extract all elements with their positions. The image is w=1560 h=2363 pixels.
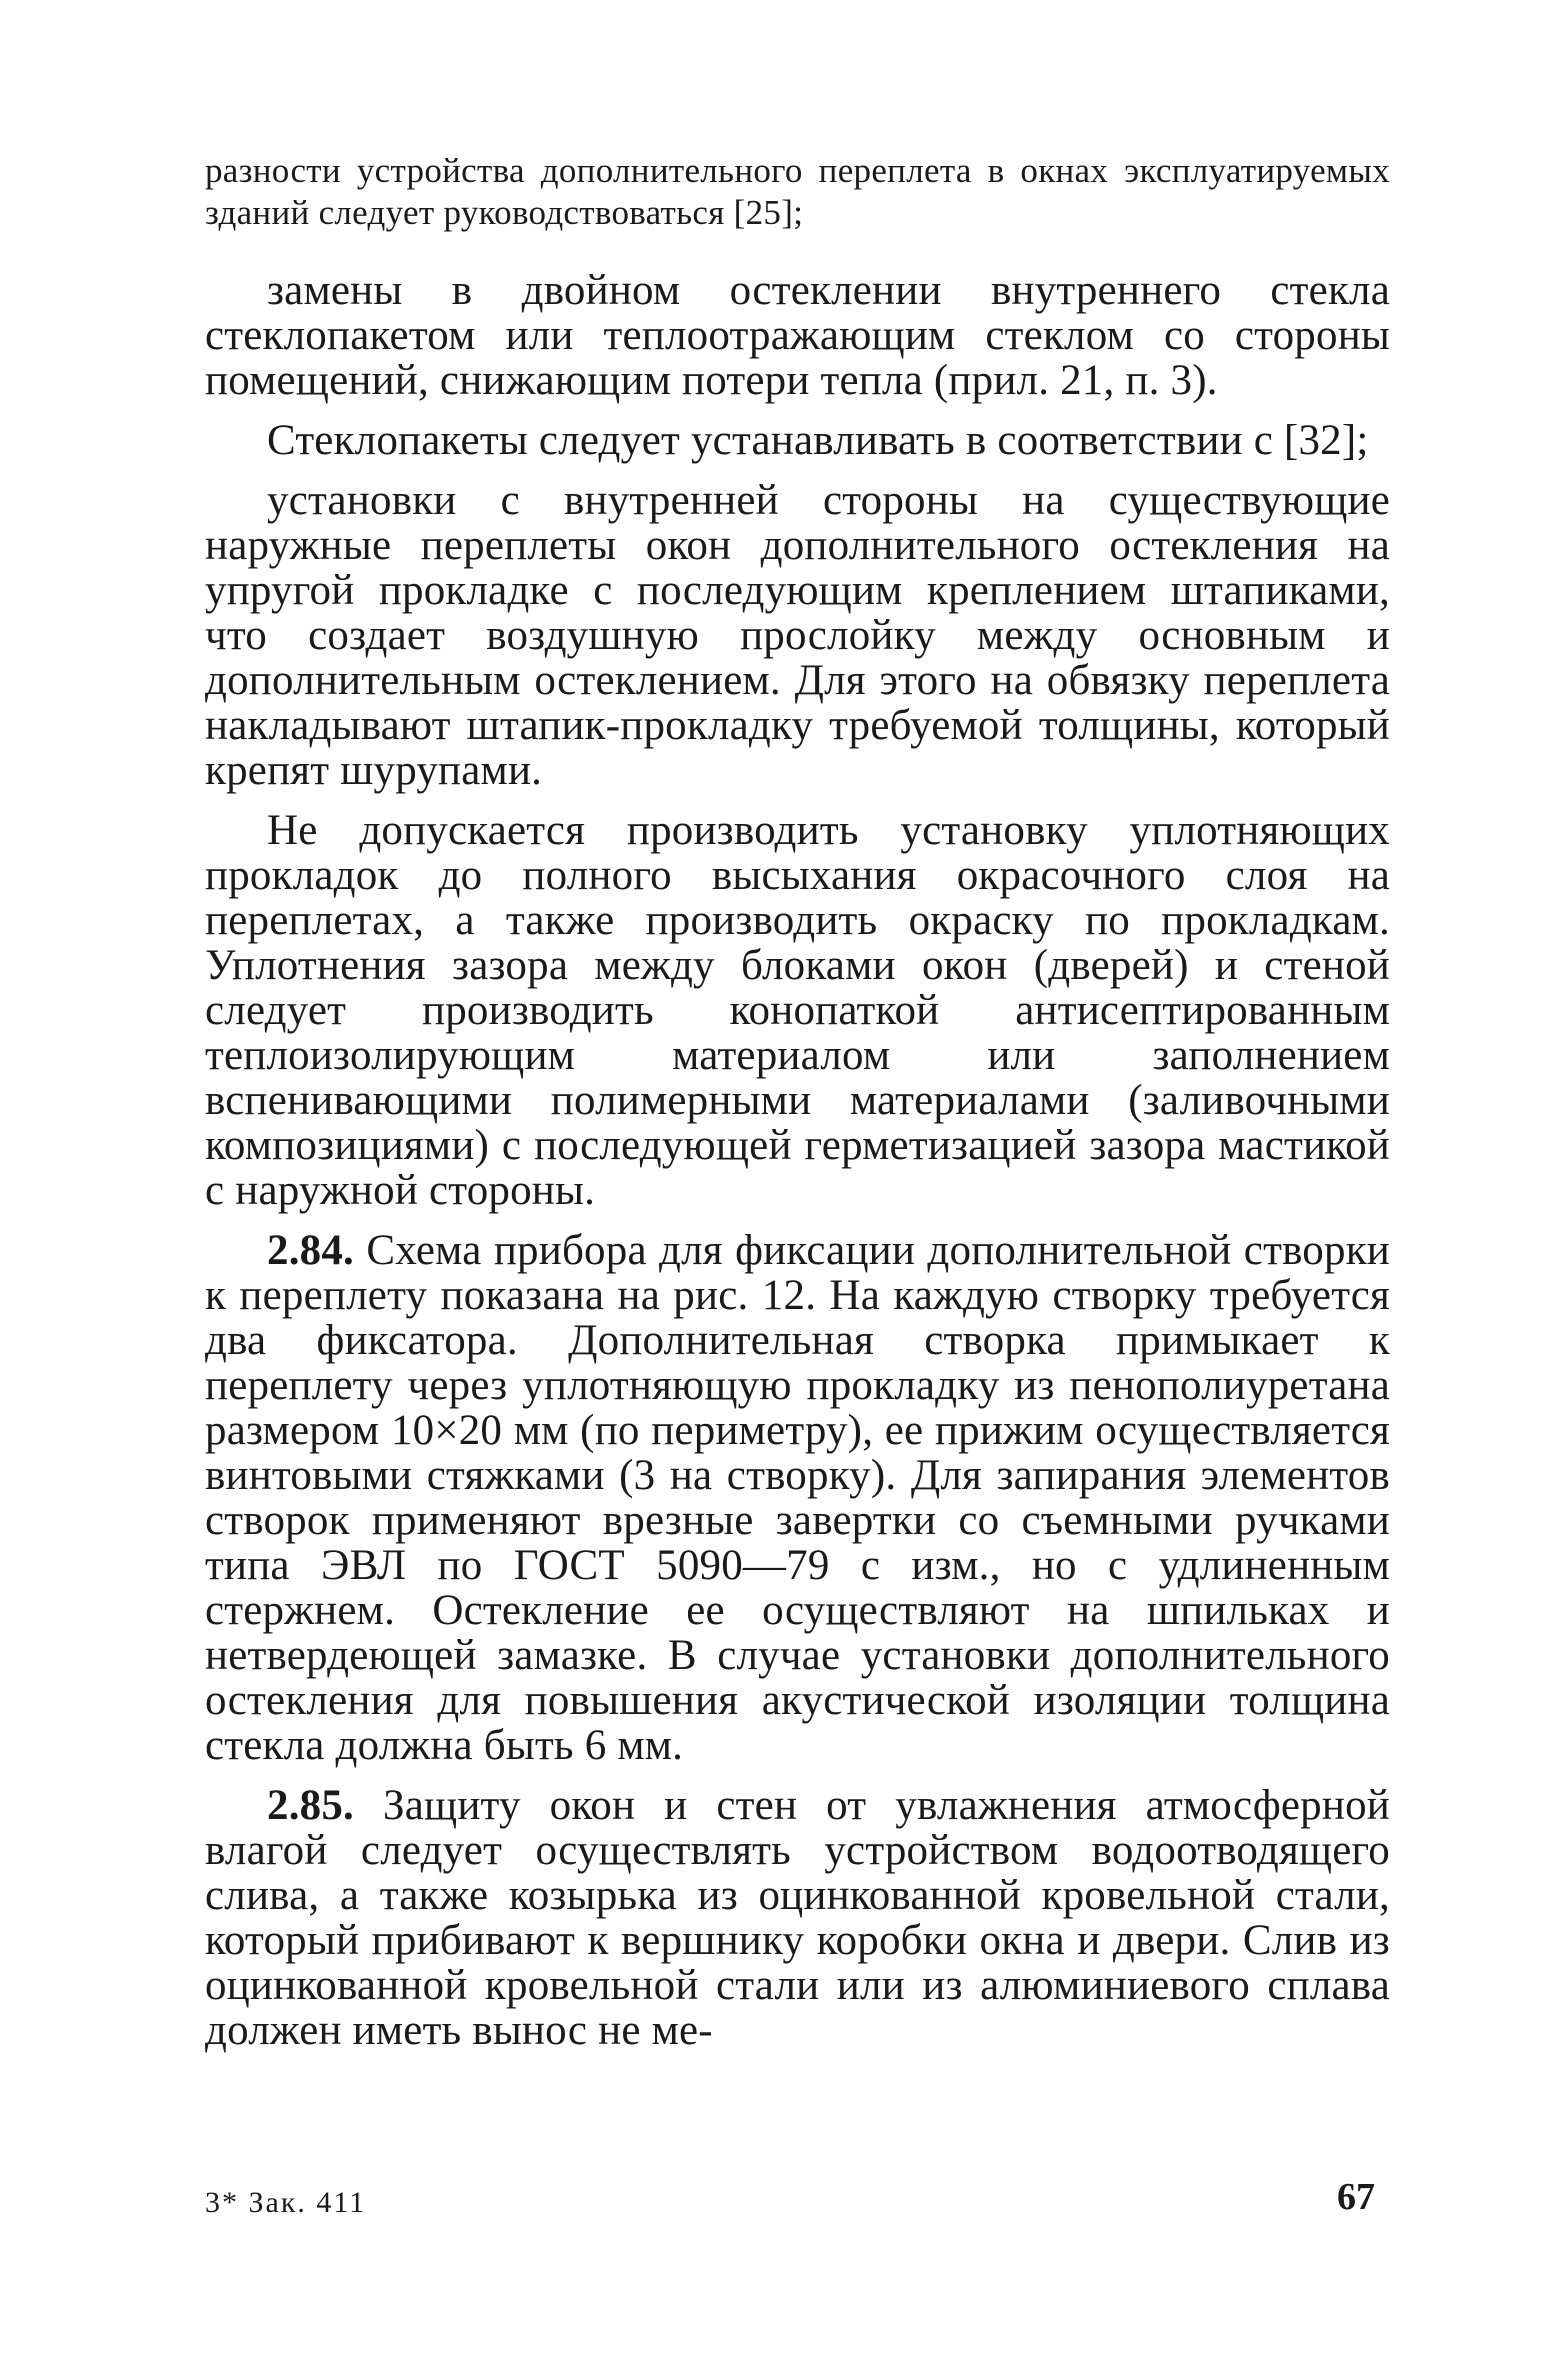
clause-number-2-84: 2.84. bbox=[267, 1227, 354, 1274]
paragraph-2-85 bbox=[205, 1783, 1390, 2053]
paragraph-2-84 bbox=[205, 1228, 1390, 1768]
paragraph-glass-units: Стеклопакеты следует устанавливать в соответствии с [32]; bbox=[267, 417, 1369, 464]
page-body bbox=[205, 150, 1390, 2068]
paragraph-sealing: Не допускается производить установку уплотняющих прокладок до полного высыхания окрасочного слоя на переплетах, а также производить окраску по прокладкам. Уплотнения зазора между блоками окон (дверей) и стеной следует производить конопаткой антисептированным теплоизолирующим материалом или заполнением вспенивающими полимерными материалами (заливочными композициями) с последующей герметизацией зазора мастикой с наружной стороны. bbox=[205, 807, 1390, 1214]
clause-text-2-85: Защиту окон и стен от увлажнения атмосферной влагой следует осуществлять устройством водоотводящего слива, а также козырька из оцинкованной кровельной стали, который прибивают к вершнику коробки окна и двери. Слив из оцинкованной кровельной стали или из алюминиевого сплава должен иметь вынос не ме- bbox=[205, 1782, 1390, 2054]
paragraph-glazing-replacement: замены в двойном остеклении внутреннего стекла стеклопакетом или теплоотражающим стеклом со стороны помещений, снижающим потери тепла (прил. 21, п. 3). bbox=[205, 267, 1390, 404]
clause-number-2-85: 2.85. bbox=[267, 1782, 354, 1829]
paragraph-inner-glazing: установки с внутренней стороны на существующие наружные переплеты окон дополнительного остекления на упругой прокладке с последующим креплением штапиками, что создает воздушную прослойку между основным и дополнительным остеклением. Для этого на обвязку переплета накладывают штапик-прокладку требуемой толщины, который крепят шурупами. bbox=[205, 477, 1390, 794]
intro-paragraph: разности устройства дополнительного переплета в окнах эксплуатируемых зданий следует руководствоваться [25]; bbox=[205, 151, 1390, 232]
page-number: 67 bbox=[1337, 2176, 1375, 2218]
clause-text-2-84: Схема прибора для фиксации дополнительной створки к переплету показана на рис. 12. На каждую створку требуется два фиксатора. Дополнительная створка примыкает к переплету через уплотняющую прокладку из пенополиуретана размером 10×20 мм (по периметру), ее прижим осуществляется винтовыми стяжками (3 на створку). Для запирания элементов створок применяют врезные завертки со съемными ручками типа ЭВЛ по ГОСТ 5090—79 с изм., но с удлиненным стержнем. Остекление ее осуществляют на шпильках и нетвердеющей замазке. В случае установки дополнительного остекления для повышения акустической изоляции толщина стекла должна быть 6 мм. bbox=[205, 1227, 1390, 1769]
print-signature: 3* Зак. 411 bbox=[205, 2186, 367, 2219]
